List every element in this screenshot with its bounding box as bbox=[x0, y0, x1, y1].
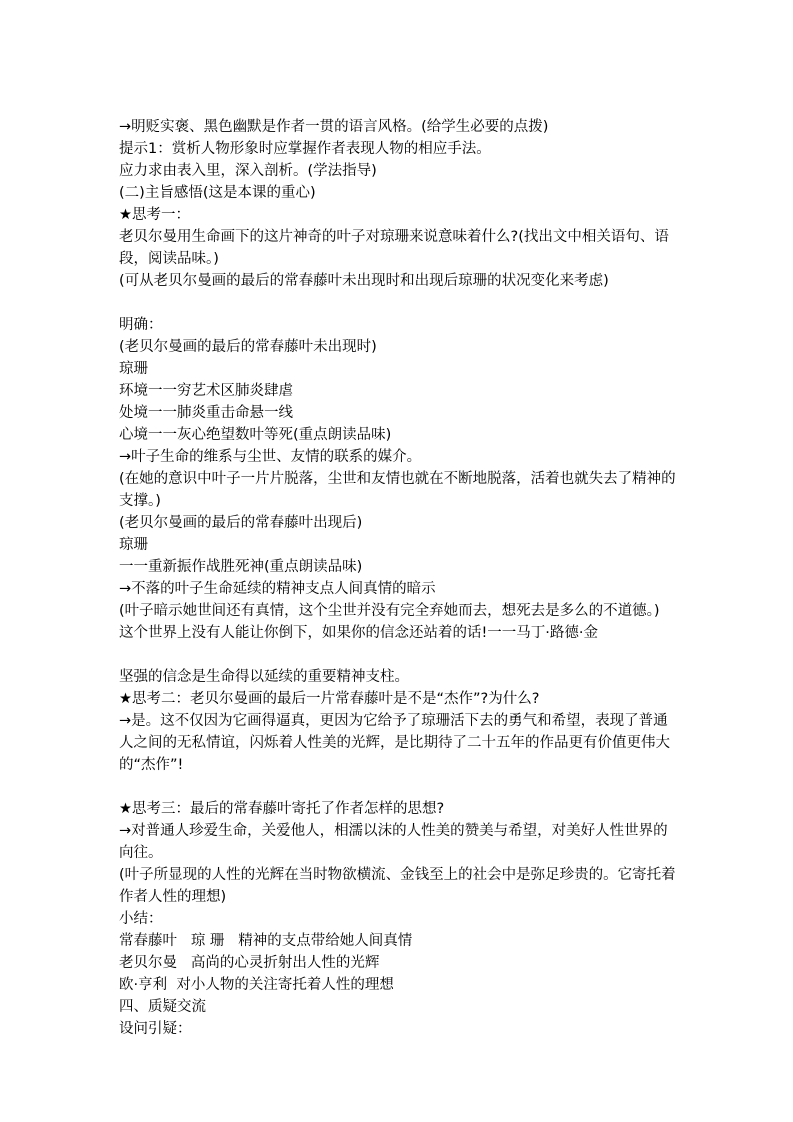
text-line: 老贝尔曼用生命画下的这片神奇的叶子对琼珊来说意味着什么?(找出文中相关语句、语段，阅读品味。) bbox=[119, 229, 669, 267]
text-line: 琼珊 bbox=[119, 537, 148, 553]
text-line: 坚强的信念是生命得以延续的重要精神支柱。 bbox=[119, 669, 409, 685]
section-heading: (二)主旨感悟(这是本课的重心) bbox=[119, 185, 316, 201]
blank-line bbox=[119, 292, 679, 314]
text-line: (老贝尔曼画的最后的常春藤叶未出现时) bbox=[119, 339, 377, 355]
summary-heading: 小结： bbox=[119, 911, 163, 927]
text-line: 环境一一穷艺术区肺炎肆虐 bbox=[119, 383, 293, 399]
text-line: 应力求由表入里，深入剖析。(学法指导) bbox=[119, 163, 377, 179]
quote-line: 这个世界上没有人能让你倒下，如果你的信念还站着的话!一一马丁·路德·金 bbox=[119, 625, 599, 641]
text-line: →是。这不仅因为它画得逼真，更因为它给予了琼珊活下去的勇气和希望，表现了普通人之间的无私情谊，闪烁着人性美的光辉，是比期待了二十五年的作品更有价值更伟大的“杰作”! bbox=[119, 713, 670, 773]
blank-line bbox=[119, 644, 679, 666]
text-line: 设问引疑： bbox=[119, 1021, 192, 1037]
text-line: 提示1：赏析人物形象时应掌握作者表现人物的相应手法。 bbox=[119, 141, 491, 157]
text-line: (叶子所显现的人性的光辉在当时物欲横流、金钱至上的社会中是弥足珍贵的。它寄托着作者人性的理想) bbox=[119, 867, 676, 905]
text-line: →明贬实褒、黑色幽默是作者一贯的语言风格。(给学生必要的点拨) bbox=[119, 119, 549, 135]
text-line: 处境一一肺炎重击命悬一线 bbox=[119, 405, 293, 421]
summary-row: 老贝尔曼 高尚的心灵折射出人性的光辉 bbox=[119, 955, 380, 971]
text-line: 一一重新振作战胜死神(重点朗读品味) bbox=[119, 559, 363, 575]
blank-line bbox=[119, 776, 679, 798]
text-line: (在她的意识中叶子一片片脱落，尘世和友情也就在不断地脱落，活着也就失去了精神的支撑。) bbox=[119, 471, 676, 509]
document-page bbox=[119, 116, 679, 1040]
text-line: (叶子暗示她世间还有真情，这个尘世并没有完全弃她而去，想死去是多么的不道德。) bbox=[119, 603, 660, 619]
question-heading: ★思考二：老贝尔曼画的最后一片常春藤叶是不是“杰作”?为什么? bbox=[119, 691, 540, 707]
text-line: (可从老贝尔曼画的最后的常春藤叶未出现时和出现后琼珊的状况变化来考虑) bbox=[119, 273, 609, 289]
text-line: 琼珊 bbox=[119, 361, 148, 377]
section-heading: 四、质疑交流 bbox=[119, 999, 206, 1015]
text-line: →不落的叶子生命延续的精神支点人间真情的暗示 bbox=[119, 581, 436, 597]
text-line: →叶子生命的维系与尘世、友情的联系的媒介。 bbox=[119, 449, 422, 465]
text-line: (老贝尔曼画的最后的常春藤叶出现后) bbox=[119, 515, 363, 531]
question-heading: ★思考三：最后的常春藤叶寄托了作者怎样的思想? bbox=[119, 801, 445, 817]
summary-row: 欧·亨利 对小人物的关注寄托着人性的理想 bbox=[119, 977, 394, 993]
summary-row: 常春藤叶 琼 珊 精神的支点带给她人间真情 bbox=[119, 933, 413, 949]
text-line: 明确： bbox=[119, 317, 163, 333]
text-line: →对普通人珍爱生命，关爱他人，相濡以沫的人性美的赞美与希望，对美好人性世界的向往。 bbox=[119, 823, 668, 861]
question-heading: ★思考一： bbox=[119, 207, 190, 223]
text-line: 心境一一灰心绝望数叶等死(重点朗读品味) bbox=[119, 427, 392, 443]
